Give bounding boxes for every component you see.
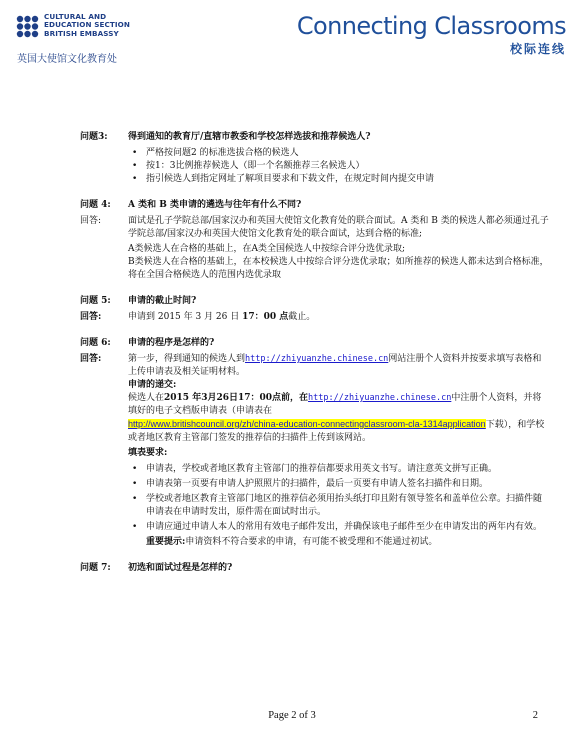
submit-heading: 申请的递交: (128, 380, 177, 390)
submit-text: 候选人在 (128, 393, 165, 403)
list-item: • 学校或者地区教育主管部门地区的推荐信必须用抬头纸打印且附有领导签名和盖单位公章。扫描件随申请表在申请时发出，原件需在面试时出示。 (128, 493, 550, 519)
question-7 (80, 562, 550, 575)
list-item: • 申请表第一页要有申请人护照照片的扫描件，最后一页要有申请人签名扫描件和日期。 (128, 478, 550, 491)
answer-4 (80, 215, 550, 282)
answer-6 (80, 353, 550, 549)
application-form-link[interactable]: http://www.britishcouncil.org/zh/china-education-connectingclassroom-cla-1314application (128, 419, 486, 429)
note-label: 重要提示: (146, 537, 186, 547)
question-4 (80, 199, 550, 212)
deadline-time: 17：00 点 (242, 312, 289, 322)
connecting-classrooms-logo (297, 12, 566, 56)
form-text-post: 下载），和学校或者地区教育主管部门签发的推荐信的扫描件上传到该网站。 (128, 420, 545, 443)
org-line-1: CULTURAL AND (44, 12, 107, 21)
list-item: • 严格按问题2 的标准选拔合格的候选人 (128, 147, 550, 160)
question-label: 问题 6: (80, 338, 111, 348)
page-number: 2 (532, 710, 538, 721)
step-text: 第一步，得到通知的候选人到 (128, 354, 246, 364)
list-item: • 申请应通过申请人本人的常用有效电子邮件发出，并确保该电子邮件至少在申请发出的两年内有效。 (128, 521, 550, 534)
list-item: • 申请表，学校或者地区教育主管部门的推荐信都要求用英文书写。请注意英文拼写正确。 (128, 463, 550, 476)
faq-content (80, 131, 550, 578)
deadline-suffix: 截止。 (288, 312, 316, 322)
program-title: Connecting Classrooms (296, 12, 566, 40)
org-name-cn: 英国大使馆文化教育处 (17, 54, 117, 65)
org-line-3: BRITISH EMBASSY (44, 28, 119, 38)
note-text: 申请资料不符合要求的申请，有可能不被受理和不能通过初试。 (185, 537, 438, 547)
fill-heading: 填表要求: (128, 448, 168, 458)
answer-label: 回答: (80, 312, 102, 322)
question-text: 得到通知的教育厅/直辖市教委和学校怎样选拔和推荐候选人? (128, 132, 371, 142)
question-text: 申请的程序是怎样的? (128, 338, 215, 348)
question-5 (80, 295, 550, 308)
important-note (128, 536, 550, 549)
list-item: • 按1：3比例推荐候选人（即一个名额推荐三名候选人） (128, 160, 550, 173)
question-6 (80, 337, 550, 350)
q3-bullet-list (128, 147, 550, 186)
fill-requirements-list (128, 463, 550, 534)
question-label: 问题 7: (80, 563, 111, 573)
answer-5 (80, 311, 550, 324)
question-label: 问题 4: (80, 200, 111, 210)
zhiyuanzhe-link[interactable]: http://zhiyuanzhe.chinese.cn (245, 354, 389, 364)
org-name (44, 13, 130, 38)
submit-deadline: 2015 年3月26日17：00点前，在 (164, 393, 309, 403)
list-item: • 指引候选人到指定网址了解项目要求和下载文件，在规定时间内提交申请 (128, 173, 550, 186)
question-text: 申请的截止时间? (128, 296, 197, 306)
answer-paragraph: B类候选人在合格的基础上，在本校候选人中按综合评分选优录取；如所推荐的候选人都未达到合格标准，将在全国合格候选人的范围内选优录取 (128, 257, 549, 280)
submit-text-post: 中注册个人资料，并将填好的电子文档版申请表（申请表在 (128, 393, 542, 416)
answer-paragraph: 面试是孔子学院总部/国家汉办和英国大使馆文化教育处的联合面试。A 类和 B 类的候选人都必须通过孔子学院总部/国家汉办和英国大使馆文化教育处的联合面试，达到合格的标准; (128, 216, 549, 239)
question-label: 问题3: (80, 132, 108, 142)
answer-paragraph: A类候选人在合格的基础上，在A类全国候选人中按综合评分选优录取; (128, 244, 406, 254)
step-text-post: 网站注册个人资料并按要求填写表格和上传申请表及相关证明材料。 (128, 354, 542, 377)
page-indicator: Page 2 of 3 (268, 710, 316, 721)
program-title-cn: 校际连线 (509, 42, 566, 56)
answer-label: 回答: (80, 216, 102, 226)
deadline-text: 申请到 2015 年 3 月 26 日 (128, 312, 243, 322)
org-line-2: EDUCATION SECTION (44, 20, 130, 30)
british-council-dots-icon (16, 15, 39, 38)
question-label: 问题 5: (80, 296, 111, 306)
question-text: A 类和 B 类申请的遴选与往年有什么不同? (128, 200, 302, 210)
question-text: 初选和面试过程是怎样的? (128, 563, 233, 573)
submit-paragraph (128, 392, 550, 445)
step-one-paragraph (128, 353, 550, 379)
question-3 (80, 131, 550, 144)
answer-label: 回答: (80, 354, 102, 364)
zhiyuanzhe-link-2[interactable]: http://zhiyuanzhe.chinese.cn (308, 393, 452, 403)
